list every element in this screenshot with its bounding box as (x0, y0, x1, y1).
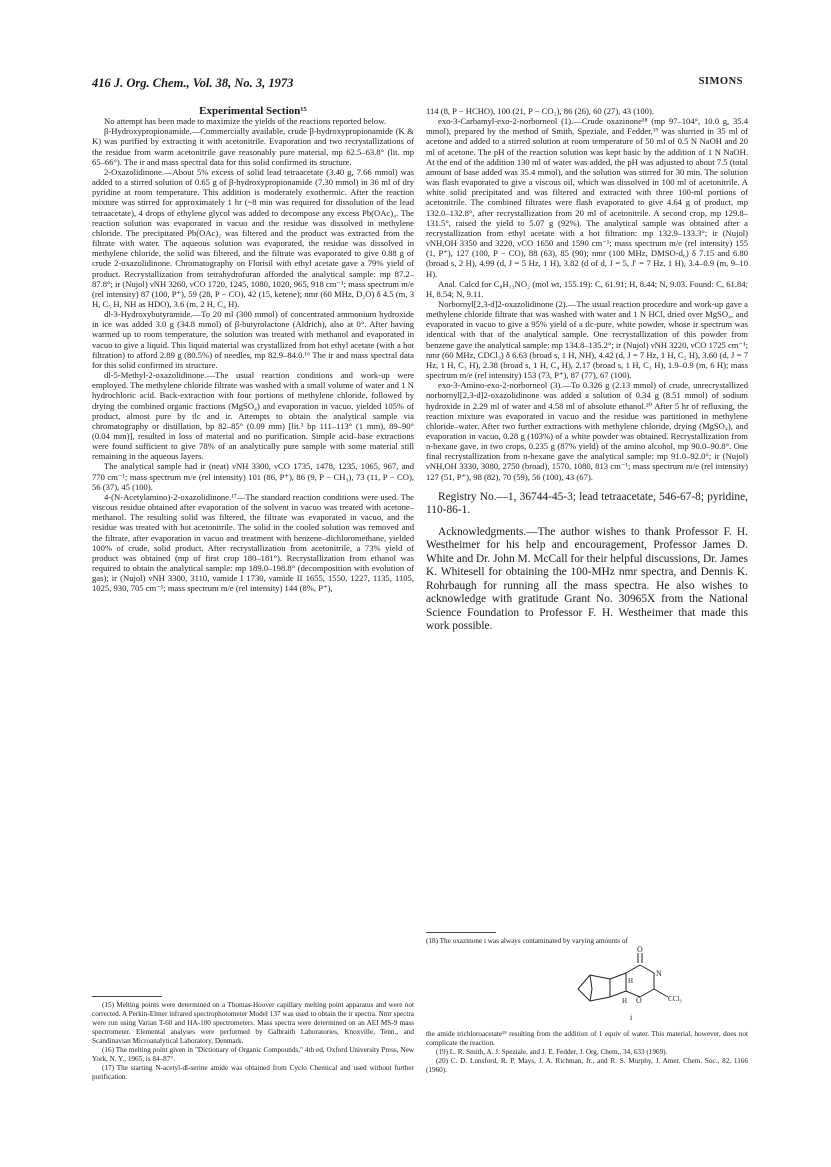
footnote: (15) Melting points were determined on a Thomas-Hoover capillary melting point apparatus and were not corrected. A Perkin-Elmer infrared spectrophotometer Model 137 was used to obtain the ir spectra. Nmr spectra were run using Varian T-60 and HA-100 spectrometers. Mass spectra were determined on an AEI MS-9 mass spectrometer. Elemental analyses were performed by Galbraith Laboratories, Knoxville, Tenn., and Scandinavian Microanalytical Laboratory, Denmark. (92, 1001, 414, 1045)
paragraph: Norbornyl[2,3-d]2-oxazolidinone (2).—The usual reaction procedure and work-up gave a methylene chloride filtrate that was washed with water and 1 N HCl, dried over MgSO₄, and evaporated in vacuo to give a 95% yield of a tlc-pure, white powder, whose ir spectrum was identical with that of the analytical sample. One recrystallization of this powder from benzene gave the analytical sample: mp 134.8–135.2°; ir (Nujol) νNH 3220, νCO 1725 cm⁻¹; nmr (60 MHz, CDCl₃) δ 6.63 (broad s, 1 H, NH), 4.42 (d, J = 7 Hz, 1 H, C₂ H), 3.60 (d, J = 7 Hz, 1 H, C₃ H), 2.38 (broad s, 1 H, C₄ H), 2.17 (broad s, 1 H, C₁ H), 1.9–0.9 (m, 6 H); mass spectrum m/e (rel intensity) 153 (73, P⁺), 87 (77), 67 (100). (426, 298, 748, 381)
footnote: (20) C. D. Lunsford, R. P. Mays, J. A. Richman, Jr., and R. S. Murphy, J. Amer. Chem. Soc., 82, 1166 (1960). (426, 1057, 748, 1074)
right-column (426, 106, 748, 634)
nitrogen-label: N (656, 969, 662, 978)
ring-oxygen: O (636, 996, 642, 1005)
footnote-18 (426, 926, 748, 946)
paragraph: dl-3-Hydroxybutyramide.—To 20 ml (300 mmol) of concentrated ammonium hydroxide in ice was added 3.0 g (34.8 mmol) of β-butyrolactone (Aldrich), also at 0°. After having warmed up to room temperature, the solution was treated with methanol and evaporated in vacuo to give a liquid. This liquid material was crystallized from hot ethyl acetate (with a hot filtration) to afford 2.89 g (80.5%) of needles, mp 82.9–84.0.¹⁶ The ir and mass spectral data for this solid confirmed its structure. (92, 309, 414, 370)
hydrogen-label: H (628, 977, 634, 985)
footnote: (16) The melting point given in "Dictionary of Organic Compounds," 4th ed, Oxford University Press, New York, N. Y., 1965, is 84–87°. (92, 1046, 414, 1063)
footnote: (19) L. R. Smith, A. J. Speziale, and J. E. Fedder, J. Org. Chem., 34, 633 (1969). (436, 1048, 668, 1056)
paragraph: The analytical sample had ir (neat) νNH 3300, νCO 1735, 1478, 1235, 1065, 967, and 770 cm⁻¹; mass spectrum m/e (rel intensity) 101 (86, P⁺), 86 (9, P − CH₃), 73 (11, P − CO), 56 (37), 45 (100). (92, 461, 414, 492)
paragraph: 2-Oxazolidinone.—About 5% excess of solid lead tetraacetate (3.40 g, 7.66 mmol) was added to a stirred solution of 0.65 g of β-hydroxypropionamide (7.30 mmol) in 36 ml of dry pyridine at room temperature. This addition is moderately exothermic. After the reaction mixture was stirred for approximately 1 hr (~8 min was required for dissolution of the lead tetraacetate), 4 drops of ethylene glycol was added to decompose any excess Pb(OAc)₄. The reaction solution was evaporated in vacuo and the residue was dissolved in methylene chloride. The precipitated Pb(OAc)₂ was filtered and the product was extracted from the filtrate with water. The aqueous solution was evaporated, the residue was dissolved in methylene chloride, the solid was filtered, and the filtrate was evaporated to give 0.88 g of crude 2-oxazolidinone. Chromatography on Florisil with ethyl acetate gave a 79% yield of product. Recrystallization from tetrahydrofuran afforded the analytical sample: mp 87.2–87.8°; ir (Nujol) νNH 3260, νCO 1720, 1245, 1080, 1020, 965, 918 cm⁻¹; mass spectrum m/e (rel intensity) 87 (100, P⁺), 59 (28, P − CO), 42 (15, ketene); nmr (60 MHz, D₂O) δ 4.5 (m, 3 H, C₅ H, NH as HDO), 3.6 (m, 2 H, C₄ H). (92, 166, 414, 309)
paragraph: 4-(N-Acetylamino)-2-oxazolidinone.¹⁷—The standard reaction conditions were used. The viscous residue obtained after evaporation of the solvent in vacuo was treated with acetone–methanol. The resulting solid was filtered, the filtrate was evaporated in vacuo, and the residue was treated with hot acetonitrile. The solid in the cooled solution was removed and the filtrate, after evaporation in vacuo and treatment with benzene–dichloromethane, yielded 100% of crude, solid product. After recrystallization from acetonitrile, a 73% yield of product was obtained (mp of first crop 180–181°). Recrystallization from ethanol was required to obtain the analytical sample: mp 189.0–198.8° (decomposition with evolution of gas); ir (Nujol) νNH 3300, 3110, νamide I 1730, νamide II 1655, 1550, 1227, 1135, 1105, 1025, 930, 705 cm⁻¹; mass spectrum m/e (rel intensity) 144 (8%, P⁺), (92, 491, 414, 594)
footnote: (17) The starting N-acetyl-dl-serine amide was obtained from Cyclo Chemical and used without further purification. (92, 1064, 414, 1081)
footnote-rule (426, 932, 496, 933)
paragraph: exo-3-Carbamyl-exo-2-norborneol (1).—Crude oxazinone¹⁸ (mp 97–104°, 10.0 g, 35.4 mmol), prepared by the method of Smith, Speziale, and Fedder,¹⁹ was slurried in 35 ml of acetone and added to a stirred solution at room temperature of 50 ml of 0.5 N NaOH and 20 ml of acetone. The pH of the reaction solution was kept basic by the addition of 1 N NaOH. At the end of the addition 130 ml of water was added, the pH was adjusted to about 7.5 (total amount of base added was 35.4 mmol), and the solution was stirred for 30 min. The solution was flash evaporated to give a viscous oil, which was dissolved in 100 ml of acetonitrile. A white solid precipitated and was filtered and extracted with three 100-ml portions of acetonitrile. The combined filtrates were flash evaporated to give 4.64 g of product, mp 132.0–132.8°, after recrystallization from 20 ml of acetonitrile. A second crop, mp 129.8–131.5°, raised the yield to 5.07 g (92%). The analytical sample was obtained after a recrystallization from ethyl acetate with a hot filtration: mp 132.9–133.3°; ir (Nujol) νNH,OH 3350 and 3220, νCO 1650 and 1590 cm⁻¹; mass spectrum m/e (rel intensity) 155 (1, P⁺), 127 (100, P − CO), 88 (63), 85 (90); nmr (100 MHz, DMSO-d₆) δ 7.15 and 6.80 (broad s, 2 H), 4.99 (d, J = 5 Hz, 1 H), 3.82 (d of d, J = 5, J′ = 7 Hz, 1 H), 3.4–0.9 (m, 9–10 H). (426, 116, 748, 279)
structure-label-i: i (630, 1013, 633, 1022)
footnote: (18) The oxazinone i was always contaminated by varying amounts of (426, 937, 628, 945)
footnotes-right (426, 1030, 748, 1075)
paragraph: β-Hydroxypropionamide.—Commercially available, crude β-hydroxypropionamide (K & K) was purified by extracting it with acetonitrile. Evaporation and two recrystallizations of the residue from warm acetonitrile gave reasonably pure material, mp 62.5–63.8° (lit. mp 65–66°). The ir and mass spectral data for this solid confirmed its structure. (92, 126, 414, 167)
oxazinone-structure (560, 945, 700, 1025)
paragraph: exo-3-Amino-exo-2-norborneol (3).—To 0.326 g (2.13 mmol) of crude, unrecrystallized norbornyl[2,3-d]2-oxazolidinone was added a solution of 0.34 g (8.51 mmol) of sodium hydroxide in 2.29 ml of water and 4.58 ml of absolute ethanol.²⁰ After 5 hr of refluxing, the reaction mixture was evaporated in vacuo and the residue was partitioned in methylene chloride–water. After two further extractions with methylene chloride, drying (MgSO₄), and evaporation in vacuo, 0.28 g (103%) of a white powder was obtained. Recrystallization from n-hexane gave, in two crops, 0.235 g (87% yield) of the amino alcohol, mp 90.0–90.8°. One final recrystallization from n-hexane gave the analytical sample: mp 91.0–92.0°; ir (Nujol) νNH,OH 3330, 3080, 2750 (broad), 1570, 1080, 813 cm⁻¹; mass spectrum m/e (rel intensity) 127 (51, P⁺), 98 (82), 70 (59), 56 (100), 43 (67). (426, 380, 748, 482)
paragraph: No attempt has been made to maximize the yields of the reactions reported below. (104, 116, 386, 127)
registry-numbers: Registry No.—1, 36744-45-3; lead tetraacetate, 546-67-8; pyridine, 110-86-1. (426, 490, 748, 517)
footnotes-left (92, 990, 414, 1082)
journal-citation: 416 J. Org. Chem., Vol. 38, No. 3, 1973 (92, 76, 294, 90)
page-header (92, 76, 743, 92)
paragraph: Anal. Calcd for C₈H₁₃NO₂ (mol wt, 155.19): C, 61.91; H, 8.44; N, 9.03. Found: C, 61.84; H, 8.54; N, 9.11. (426, 278, 748, 299)
paragraph: dl-5-Methyl-2-oxazolidinone.—The usual reaction conditions and work-up were employed. The methylene chloride filtrate was washed with a small volume of water and 1 N hydrochloric acid. Back-extraction with four portions of methylene chloride, followed by drying the combined organic fractions (MgSO₄) and evaporation in vacuo, yielded 105% of product, almost pure by tlc and ir. Attempts to obtain the analytical sample via chromatography or distillation, bp 82–85° (0.09 mm) [lit.³ bp 111–113° (1 mm), 89–90° (0.04 mm)], resulted in loss of material and no purification. Simple acid–base extractions were found sufficient to give 78% of an analytically pure sample with some material still remaining in the aqueous layers. (92, 370, 414, 462)
footnote-rule (92, 996, 162, 997)
carbonyl-oxygen: O (637, 945, 643, 954)
acknowledgments: Acknowledgments.—The author wishes to thank Professor F. H. Westheimer for his help and encouragement, Professor James D. White and Dr. John M. McCall for their helpful discussions, Dr. James K. Whitesell for obtaining the 100-MHz nmr spectra, and Dennis K. Rohrbaugh for running all the mass spectra. He also wishes to acknowledge with gratitude Grant No. 30965X from the National Science Foundation to Professor F. H. Westheimer that made this work possible. (426, 525, 748, 633)
left-column (92, 106, 414, 594)
author-running-head: SIMONS (698, 76, 743, 87)
section-title: Experimental Section¹⁵ (199, 105, 307, 117)
paragraph: 114 (8, P − HCHO), 100 (21, P − CO₂), 86 (26), 60 (27), 43 (100). (426, 106, 654, 116)
hydrogen-label: H (622, 997, 628, 1005)
trichloromethyl-label: CCl₃ (668, 995, 682, 1003)
footnote: the amide trichloroacetate¹⁹ resulting from the addition of 1 equiv of water. This material, however, does not complicate the reaction. (426, 1030, 748, 1047)
